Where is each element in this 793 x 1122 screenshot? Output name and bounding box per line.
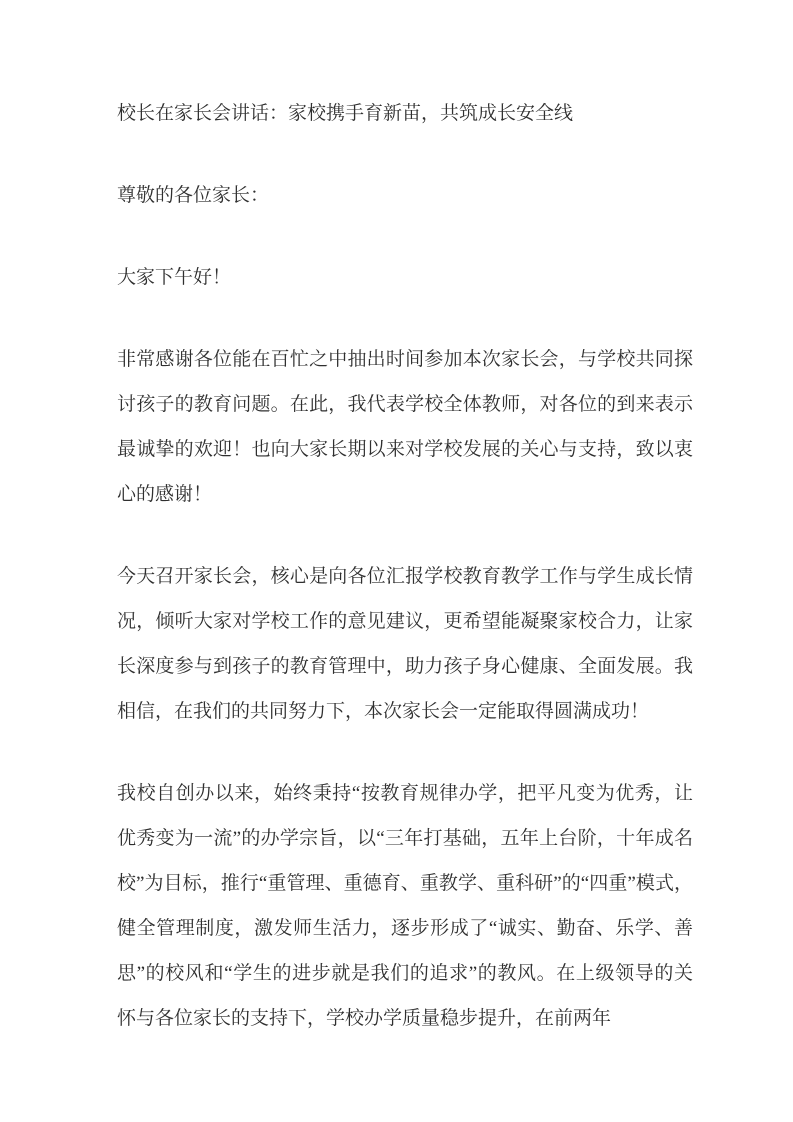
document-title: 校长在家长会讲话：家校携手育新苗，共筑成长安全线 [117,103,574,124]
paragraph-meeting-purpose: 今天召开家长会，核心是向各位汇报学校教育教学工作与学生成长情况，倾听大家对学校工作的意见建议，更希望能凝聚家校合力，让家长深度参与到孩子的教育管理中，助力孩子身心健康、全面发展。我相信，在我们的共同努力下，本次家长会一定能取得圆满成功！ [117,566,693,722]
paragraph-school-philosophy: 我校自创办以来，始终秉持“按教育规律办学，把平凡变为优秀，让优秀变为一流”的办学宗旨，以“三年打基础，五年上台阶，十年成名校”为目标，推行“重管理、重德育、重教学、重科研”的“四重”模式，健全管理制度，激发师生活力，逐步形成了“诚实、勤奋、乐学、善思”的校风和“学生的进步就是我们的追求”的教风。在上级领导的关怀与各位家长的支持下，学校办学质量稳步提升，在前两年 [117,783,693,1029]
paragraph-thanks: 非常感谢各位能在百忙之中抽出时间参加本次家长会，与学校共同探讨孩子的教育问题。在此，我代表学校全体教师，对各位的到来表示最诚挚的欢迎！也向大家长期以来对学校发展的关心与支持，致以衷心的感谢！ [117,349,693,505]
greeting-line: 大家下午好！ [117,267,232,288]
salutation-line: 尊敬的各位家长： [117,185,270,206]
